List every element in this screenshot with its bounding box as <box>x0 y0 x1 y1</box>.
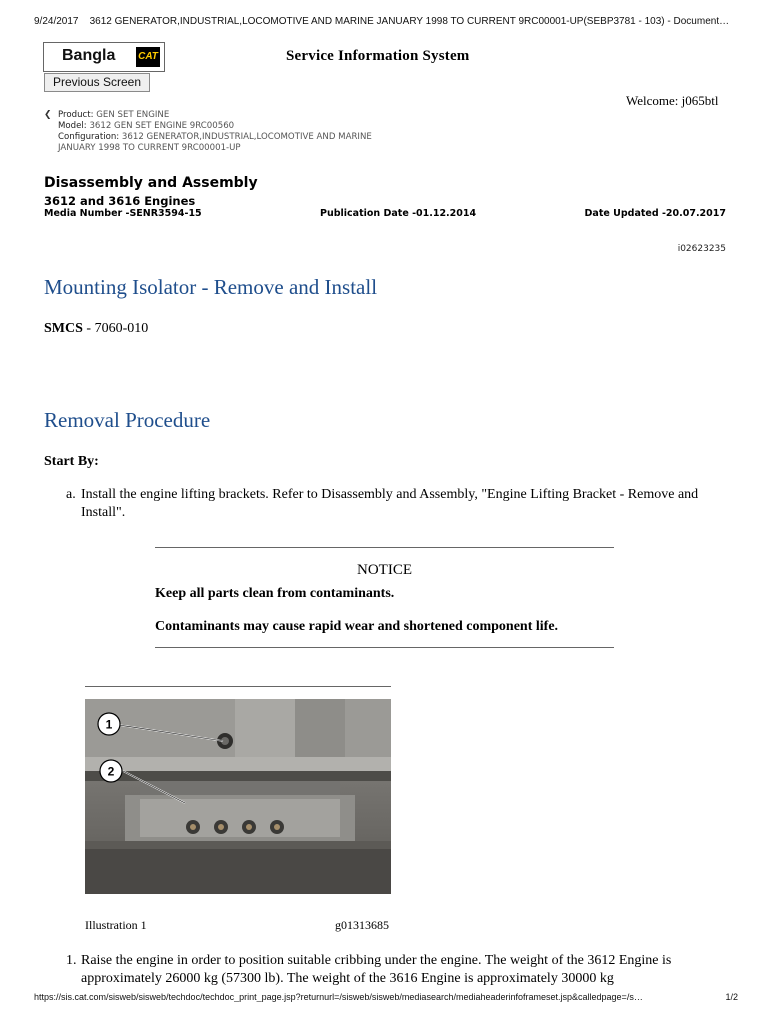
media-number: Media Number -SENR3594-15 <box>44 208 202 219</box>
date-updated: Date Updated -20.07.2017 <box>584 208 726 219</box>
notice-line-2: Contaminants may cause rapid wear and shortened component life. <box>155 619 559 634</box>
model-label: Model: <box>58 121 87 131</box>
document-subheading: 3612 and 3616 Engines <box>44 194 196 208</box>
mounting-isolator-photo <box>85 699 391 894</box>
print-title: 3612 GENERATOR,INDUSTRIAL,LOCOMOTIVE AND MARINE JANUARY 1998 TO CURRENT 9RC00001-UP(SEBP3781 - 103) - Document… <box>89 16 730 27</box>
smcs-label: SMCS <box>44 321 83 336</box>
product-value: GEN SET ENGINE <box>96 110 170 120</box>
step-a-text: Install the engine lifting brackets. Refer to Disassembly and Assembly, "Engine Lifting Bracket - Remove and Install". <box>81 487 699 520</box>
smcs-value: - 7060-010 <box>82 321 149 336</box>
start-by-label: Start By: <box>44 454 99 469</box>
step-1-text: Raise the engine in order to position suitable cribbing under the engine. The weight of the 3612 Engine is approximately 26000 kg (57300 lb). The weight of the 3616 Engine is approximately 30000 kg <box>81 953 672 986</box>
step-a <box>66 486 728 522</box>
print-url: https://sis.cat.com/sisweb/sisweb/techdoc/techdoc_print_page.jsp?returnurl=/sisweb/sisweb/mediasearch/mediaheaderinfoframeset.jsp&calledpage=/s… <box>34 992 643 1002</box>
publication-date: Publication Date -01.12.2014 <box>320 208 477 219</box>
breadcrumb-configuration <box>58 132 464 143</box>
section-title: Removal Procedure <box>44 408 211 432</box>
welcome-text: Welcome: j065btl <box>626 93 719 108</box>
system-title: Service Information System <box>286 48 470 64</box>
page-title: Mounting Isolator - Remove and Install <box>44 275 378 299</box>
product-label: Product: <box>58 110 94 120</box>
config-label: Configuration: <box>58 132 120 142</box>
step-1 <box>66 952 728 988</box>
chevron-left-icon[interactable]: ❮ <box>44 110 52 120</box>
step-1-marker: 1. <box>66 953 77 968</box>
document-id: i02623235 <box>677 244 726 254</box>
brand-name: Bangla <box>62 47 116 64</box>
illustration-code: g01313685 <box>335 918 389 932</box>
illustration-photo <box>85 699 391 894</box>
print-page-number: 1/2 <box>725 992 738 1002</box>
callout-1: 1 <box>105 717 113 732</box>
notice-line-1: Keep all parts clean from contaminants. <box>155 586 395 601</box>
config-value-2: JANUARY 1998 TO CURRENT 9RC00001-UP <box>58 143 241 153</box>
smcs-code <box>44 321 148 337</box>
notice-top-rule <box>155 547 614 548</box>
model-value: 3612 GEN SET ENGINE 9RC00560 <box>89 121 235 131</box>
config-value: 3612 GENERATOR,INDUSTRIAL,LOCOMOTIVE AND MARINE <box>121 132 372 142</box>
brand-box <box>43 42 165 72</box>
document-heading: Disassembly and Assembly <box>44 175 258 191</box>
notice-bottom-rule <box>155 647 614 648</box>
print-header <box>34 16 744 27</box>
breadcrumb-product <box>58 110 464 121</box>
breadcrumb-model <box>58 121 464 132</box>
print-date: 9/24/2017 <box>34 16 79 27</box>
notice-title: NOTICE <box>357 562 412 578</box>
illustration-top-rule <box>85 686 391 687</box>
step-a-marker: a. <box>66 487 76 502</box>
previous-screen-button[interactable]: Previous Screen <box>44 73 150 92</box>
print-footer <box>34 992 744 1002</box>
callout-2: 2 <box>107 764 115 779</box>
illustration-caption: Illustration 1 <box>85 918 147 932</box>
cat-logo-icon: CAT <box>136 47 160 67</box>
breadcrumb <box>44 110 464 154</box>
